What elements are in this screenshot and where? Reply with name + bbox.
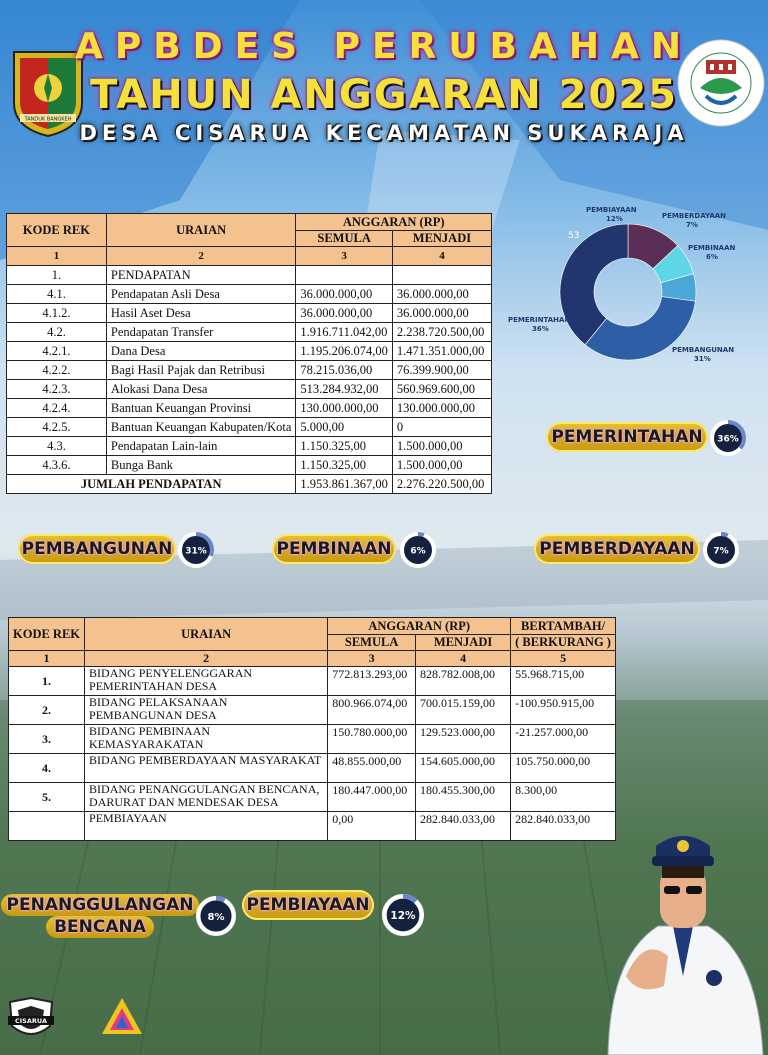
table-row xyxy=(9,754,616,783)
ring-penanggulangan-bencana xyxy=(196,896,236,936)
cell-menjadi: 700.015.159,00 xyxy=(415,696,510,725)
cell-semula: 36.000.000,00 xyxy=(296,285,393,304)
col-number: 2 xyxy=(106,247,296,266)
cell-kode: 4.2. xyxy=(7,323,107,342)
table-row xyxy=(7,361,492,380)
cell-semula: 0,00 xyxy=(328,812,416,841)
cell-semula: 1.150.325,00 xyxy=(296,437,393,456)
donut-label-pembiayaan: PEMBIAYAAN 12% xyxy=(586,206,637,223)
table-row xyxy=(7,285,492,304)
ring-pembinaan xyxy=(400,532,436,568)
header-bertambah: BERTAMBAH/ xyxy=(511,618,616,635)
cell-kode: 5. xyxy=(9,783,85,812)
cell-semula: 150.780.000,00 xyxy=(328,725,416,754)
table-row xyxy=(7,304,492,323)
cell-menjadi: 154.605.000,00 xyxy=(415,754,510,783)
table-row xyxy=(7,380,492,399)
badge-pembangunan xyxy=(18,534,176,564)
cell-uraian: PENDAPATAN xyxy=(106,266,296,285)
ring-percent: 12% xyxy=(390,910,416,923)
cell-kode: 4.2.2. xyxy=(7,361,107,380)
header-kode-rek: KODE REK xyxy=(7,214,107,247)
cell-menjadi: 282.840.033,00 xyxy=(415,812,510,841)
col-number: 2 xyxy=(85,651,328,667)
donut-label-pembinaan: PEMBINAAN 6% xyxy=(688,244,736,261)
header-kode-rek: KODE REK xyxy=(9,618,85,651)
ring-percent: 6% xyxy=(410,546,426,557)
header-berkurang: ( BERKURANG ) xyxy=(511,635,616,651)
cell-semula: 36.000.000,00 xyxy=(296,304,393,323)
badge-pembinaan xyxy=(272,534,396,564)
total-label: JUMLAH PENDAPATAN xyxy=(7,475,296,494)
cell-uraian: BIDANG PEMBERDAYAAN MASYARAKAT xyxy=(85,754,328,783)
cell-kode xyxy=(9,812,85,841)
cell-semula: 772.813.293,00 xyxy=(328,667,416,696)
cell-uraian: Pendapatan Asli Desa xyxy=(106,285,296,304)
table-row xyxy=(7,437,492,456)
cell-kode: 4. xyxy=(9,754,85,783)
cell-uraian: BIDANG PENYELENGGARAN PEMERINTAHAN DESA xyxy=(85,667,328,696)
table-row xyxy=(9,667,616,696)
cell-uraian: BIDANG PENANGGULANGAN BENCANA, DARURAT DAN MENDESAK DESA xyxy=(85,783,328,812)
ring-pembiayaan xyxy=(382,894,424,936)
ring-percent: 31% xyxy=(185,546,207,557)
cell-kode: 4.3.6. xyxy=(7,456,107,475)
cell-kode: 2. xyxy=(9,696,85,725)
cell-selisih: -21.257.000,00 xyxy=(511,725,616,754)
col-number: 3 xyxy=(328,651,416,667)
donut-label-pemerintahan: PEMERINTAHAN 36% xyxy=(508,316,571,333)
col-number: 3 xyxy=(296,247,393,266)
cell-uraian: PEMBIAYAAN xyxy=(85,812,328,841)
title-desa: DESA CISARUA KECAMATAN SUKARAJA xyxy=(79,121,689,145)
table-row xyxy=(7,418,492,437)
cell-uraian: Pendapatan Lain-lain xyxy=(106,437,296,456)
badge-label: PEMBERDAYAAN xyxy=(539,539,695,559)
badge-penanggulangan-bencana xyxy=(8,890,192,942)
cell-semula: 78.215.036,00 xyxy=(296,361,393,380)
cell-kode: 1. xyxy=(7,266,107,285)
table-row xyxy=(7,266,492,285)
cell-selisih: 105.750.000,00 xyxy=(511,754,616,783)
badge-label: PEMERINTAHAN xyxy=(551,427,703,447)
cell-menjadi: 1.500.000,00 xyxy=(392,456,491,475)
cell-uraian: Alokasi Dana Desa xyxy=(106,380,296,399)
cell-uraian: Pendapatan Transfer xyxy=(106,323,296,342)
cell-kode: 4.1.2. xyxy=(7,304,107,323)
col-number: 5 xyxy=(511,651,616,667)
cell-semula: 48.855.000,00 xyxy=(328,754,416,783)
cell-kode: 4.2.4. xyxy=(7,399,107,418)
cell-semula: 1.150.325,00 xyxy=(296,456,393,475)
badge-label: PEMBINAAN xyxy=(276,539,392,559)
cell-semula: 5.000,00 xyxy=(296,418,393,437)
table-row xyxy=(7,399,492,418)
donut-label-pemberdayaan: PEMBERDAYAAN 7% xyxy=(662,212,727,229)
total-semula: 1.953.861.367,00 xyxy=(296,475,393,494)
header-menjadi: MENJADI xyxy=(415,635,510,651)
cell-semula: 800.966.074,00 xyxy=(328,696,416,725)
cell-semula: 513.284.932,00 xyxy=(296,380,393,399)
table-row xyxy=(7,342,492,361)
cell-menjadi: 76.399.900,00 xyxy=(392,361,491,380)
table-row xyxy=(9,725,616,754)
pendapatan-table xyxy=(6,213,492,494)
header-menjadi: MENJADI xyxy=(392,231,491,247)
title-tahun-anggaran: TAHUN ANGGARAN 2025 xyxy=(89,72,679,118)
cell-selisih: -100.950.915,00 xyxy=(511,696,616,725)
header-anggaran: ANGGARAN (RP) xyxy=(296,214,492,231)
ring-percent: 36% xyxy=(717,434,739,445)
cell-kode: 4.2.1. xyxy=(7,342,107,361)
table-row xyxy=(9,783,616,812)
total-menjadi: 2.276.220.500,00 xyxy=(392,475,491,494)
cell-menjadi: 180.455.300,00 xyxy=(415,783,510,812)
cell-kode: 4.2.5. xyxy=(7,418,107,437)
cell-uraian: Bagi Hasil Pajak dan Retribusi xyxy=(106,361,296,380)
col-number: 4 xyxy=(415,651,510,667)
ring-percent: 8% xyxy=(207,911,225,923)
cell-menjadi: 828.782.008,00 xyxy=(415,667,510,696)
cell-selisih: 55.968.715,00 xyxy=(511,667,616,696)
cisarua-shield-logo xyxy=(6,996,56,1042)
cell-uraian: Hasil Aset Desa xyxy=(106,304,296,323)
table-row xyxy=(7,323,492,342)
belanja-table xyxy=(8,617,616,841)
logo-cisarua-text: CISARUA xyxy=(14,1017,48,1025)
cell-menjadi: 36.000.000,00 xyxy=(392,285,491,304)
cell-selisih: 8.300,00 xyxy=(511,783,616,812)
cell-semula: 130.000.000,00 xyxy=(296,399,393,418)
header-uraian: URAIAN xyxy=(85,618,328,651)
cell-menjadi xyxy=(392,266,491,285)
cell-kode: 4.1. xyxy=(7,285,107,304)
cell-kode: 4.3. xyxy=(7,437,107,456)
cell-semula: 1.195.206.074,00 xyxy=(296,342,393,361)
cell-menjadi: 36.000.000,00 xyxy=(392,304,491,323)
budget-donut-chart xyxy=(500,200,760,380)
cell-menjadi: 560.969.600,00 xyxy=(392,380,491,399)
col-number: 1 xyxy=(9,651,85,667)
cell-kode: 1. xyxy=(9,667,85,696)
cell-semula: 180.447.000,00 xyxy=(328,783,416,812)
cell-kode: 4.2.3. xyxy=(7,380,107,399)
cell-uraian: Bunga Bank xyxy=(106,456,296,475)
village-officer-illustration xyxy=(598,806,768,1055)
cell-kode: 3. xyxy=(9,725,85,754)
badge-label: PENANGGULANGAN xyxy=(1,894,200,916)
header-uraian: URAIAN xyxy=(106,214,296,247)
cell-uraian: BIDANG PELAKSANAAN PEMBANGUNAN DESA xyxy=(85,696,328,725)
badge-label: BENCANA xyxy=(46,916,154,938)
cell-menjadi: 1.471.351.000,00 xyxy=(392,342,491,361)
col-number: 4 xyxy=(392,247,491,266)
header-semula: SEMULA xyxy=(296,231,393,247)
col-number: 1 xyxy=(7,247,107,266)
cell-menjadi: 129.523.000,00 xyxy=(415,725,510,754)
triangle-logo xyxy=(100,996,144,1036)
badge-label: PEMBIAYAAN xyxy=(246,895,370,915)
cell-selisih: 282.840.033,00 xyxy=(511,812,616,841)
ring-percent: 7% xyxy=(713,546,729,557)
logo-left-motto: TANDUK BANGKEH xyxy=(24,116,72,123)
donut-label-pembangunan: PEMBANGUNAN 31% xyxy=(672,346,735,363)
header-semula: SEMULA xyxy=(328,635,416,651)
badge-pemerintahan xyxy=(546,422,708,452)
cell-uraian: BIDANG PEMBINAAN KEMASYARAKATAN xyxy=(85,725,328,754)
ring-pemerintahan xyxy=(710,420,746,456)
ring-pembangunan xyxy=(178,532,214,568)
cell-semula: 1.916.711.042,00 xyxy=(296,323,393,342)
cell-uraian: Bantuan Keuangan Provinsi xyxy=(106,399,296,418)
cell-menjadi: 1.500.000,00 xyxy=(392,437,491,456)
donut-inner-label: 53 xyxy=(568,231,580,241)
cell-uraian: Dana Desa xyxy=(106,342,296,361)
header-anggaran: ANGGARAN (RP) xyxy=(328,618,511,635)
badge-pembiayaan xyxy=(242,890,374,920)
cell-menjadi: 0 xyxy=(392,418,491,437)
ring-pemberdayaan xyxy=(703,532,739,568)
cell-uraian: Bantuan Keuangan Kabupaten/Kota xyxy=(106,418,296,437)
table-row xyxy=(9,812,616,841)
title-apbdes: APBDES PERUBAHAN xyxy=(75,26,693,67)
badge-pemberdayaan xyxy=(534,534,700,564)
cell-semula xyxy=(296,266,393,285)
cell-menjadi: 2.238.720.500,00 xyxy=(392,323,491,342)
table-row xyxy=(9,696,616,725)
table-row xyxy=(7,456,492,475)
badge-label: PEMBANGUNAN xyxy=(21,539,173,559)
cell-menjadi: 130.000.000,00 xyxy=(392,399,491,418)
